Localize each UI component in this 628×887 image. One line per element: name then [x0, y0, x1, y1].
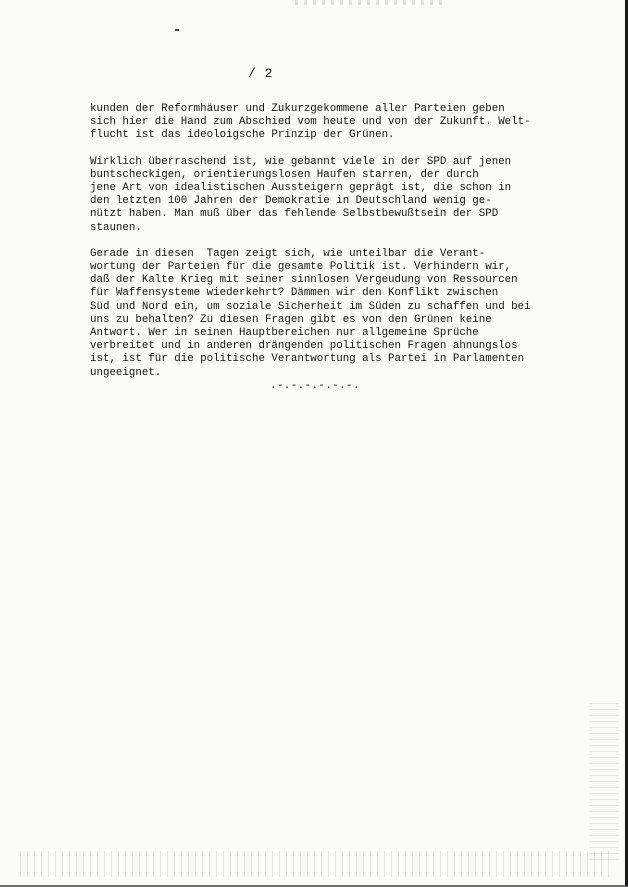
- text-line: jene Art von idealistischen Aussteigern geprägt ist, die schon in: [90, 182, 512, 195]
- text-line: wortung der Parteien für die gesamte Politik ist. Verhindern wir,: [90, 261, 512, 274]
- body-text: [90, 103, 580, 393]
- text-line: den letzten 100 Jahren der Demokratie in Deutschland wenig ge-: [90, 195, 492, 208]
- scan-noise-bottom: [20, 851, 610, 877]
- paragraph-1: [90, 103, 580, 143]
- text-line: buntscheckigen, orientierungslosen Haufen starren, der durch: [90, 168, 479, 181]
- text-line: kunden der Reformhäuser und Zukurzgekommene aller Parteien geben: [90, 103, 505, 115]
- paragraph-2: [90, 156, 580, 235]
- text-line: ungeeignet.: [90, 366, 162, 379]
- text-line: Gerade in diesen Tagen zeigt sich, wie unteilbar die Verant-: [90, 247, 486, 260]
- text-line: für Waffensysteme wiederkehrt? Dämmen wir den Konflikt zwischen: [90, 287, 499, 300]
- text-line: sich hier die Hand zum Abschied vom heute und von der Zukunft. Welt-: [90, 116, 531, 129]
- section-separator: .-.-.-.-.-.-.: [270, 380, 360, 392]
- scan-mark: [175, 29, 179, 31]
- text-line: uns zu behalten? Zu diesen Fragen gibt es von den Grünen keine: [90, 313, 492, 326]
- scan-noise-top: [295, 0, 445, 5]
- text-line: ist, ist für die politische Verantwortung als Partei in Parlamenten: [90, 353, 525, 366]
- text-line: daß der Kalte Krieg mit seiner sinnlosen Vergeudung von Ressourcen: [90, 274, 518, 287]
- paragraph-3: [90, 248, 580, 380]
- text-line: flucht ist das ideoloigsche Prinzip der Grünen.: [90, 129, 395, 142]
- text-line: staunen.: [90, 221, 142, 234]
- page-number: / 2: [248, 66, 273, 81]
- scan-noise-right: [589, 700, 619, 860]
- text-line: Wirklich überraschend ist, wie gebannt viele in der SPD auf jenen: [90, 155, 512, 168]
- text-line: verbreitet und in anderen drängenden politischen Fragen ahnungslos: [90, 340, 518, 353]
- text-line: Süd und Nord ein, um soziale Sicherheit im Süden zu schaffen und bei: [90, 300, 531, 313]
- text-line: Antwort. Wer in seinen Hauptbereichen nur allgemeine Sprüche: [90, 327, 479, 340]
- text-line: nützt haben. Man muß über das fehlende Selbstbewußtsein der SPD: [90, 208, 499, 221]
